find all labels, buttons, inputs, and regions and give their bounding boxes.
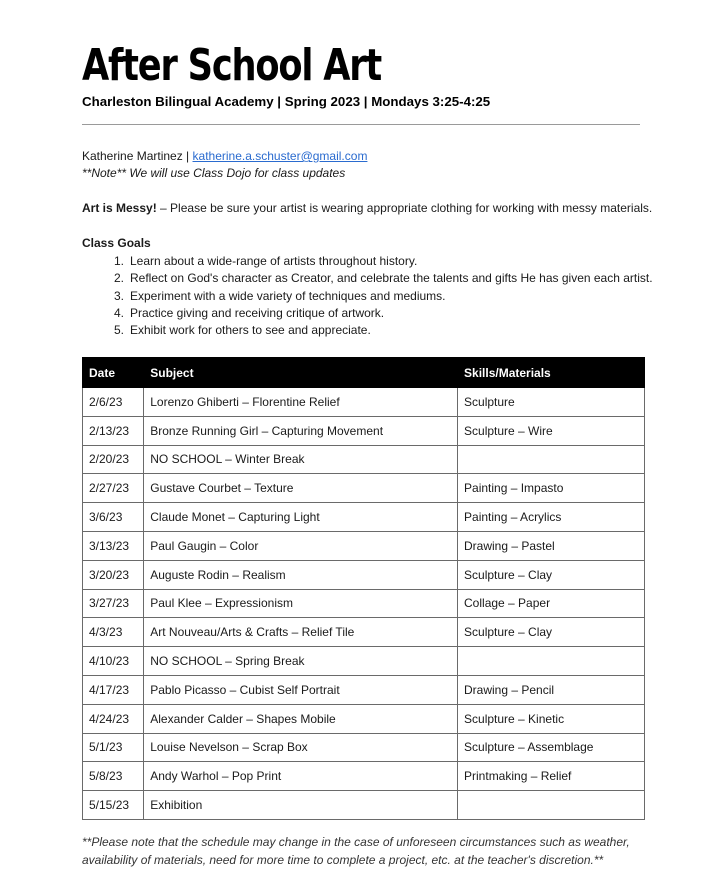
email-link[interactable]: katherine.a.schuster@gmail.com (192, 149, 368, 163)
goal-number: 2. (113, 271, 124, 286)
table-row (83, 733, 645, 762)
subject-cell: Alexander Calder – Shapes Mobile (144, 704, 458, 733)
date-cell: 5/8/23 (83, 762, 144, 791)
goal-text: Experiment with a wide variety of techniques and mediums. (130, 288, 446, 303)
subject-cell: Claude Monet – Capturing Light (144, 503, 458, 532)
goals-heading: Class Goals (82, 236, 151, 250)
date-cell: 2/6/23 (83, 388, 144, 417)
goal-text: Practice giving and receiving critique of artwork. (130, 305, 385, 320)
date-cell: 2/13/23 (83, 416, 144, 445)
subject-cell: Bronze Running Girl – Capturing Movement (144, 416, 458, 445)
subject-cell: Andy Warhol – Pop Print (144, 762, 458, 791)
skills-cell: Drawing – Pastel (458, 531, 645, 560)
goal-item (100, 305, 653, 322)
schedule-table (82, 357, 645, 820)
column-header-skills: Skills/Materials (458, 358, 645, 388)
date-cell: 2/20/23 (83, 445, 144, 474)
date-cell: 3/27/23 (83, 589, 144, 618)
table-row (83, 589, 645, 618)
date-cell: 4/17/23 (83, 675, 144, 704)
subtitle: Charleston Bilingual Academy | Spring 2023 | Mondays 3:25-4:25 (82, 94, 491, 109)
table-row (83, 416, 645, 445)
date-cell: 4/10/23 (83, 647, 144, 676)
goal-text: Reflect on God's character as Creator, and celebrate the talents and gifts He has given each artist. (130, 271, 653, 286)
skills-cell (458, 445, 645, 474)
messy-text: – Please be sure your artist is wearing appropriate clothing for working with messy materials. (156, 201, 653, 215)
table-row (83, 474, 645, 503)
goal-item (100, 322, 653, 339)
goal-number: 3. (113, 288, 124, 303)
skills-cell: Collage – Paper (458, 589, 645, 618)
skills-cell: Printmaking – Relief (458, 762, 645, 791)
date-cell: 2/27/23 (83, 474, 144, 503)
subject-cell: Gustave Courbet – Texture (144, 474, 458, 503)
skills-cell: Sculpture – Clay (458, 618, 645, 647)
table-row (83, 445, 645, 474)
skills-cell (458, 791, 645, 820)
table-row (83, 675, 645, 704)
goal-item (100, 270, 653, 287)
subject-cell: Art Nouveau/Arts & Crafts – Relief Tile (144, 618, 458, 647)
goal-number: 5. (113, 323, 124, 338)
table-row (83, 503, 645, 532)
subject-cell: NO SCHOOL – Winter Break (144, 445, 458, 474)
contact-line (82, 149, 367, 163)
subject-cell: Paul Gaugin – Color (144, 531, 458, 560)
goal-item (100, 253, 653, 270)
subject-cell: Paul Klee – Expressionism (144, 589, 458, 618)
date-cell: 4/3/23 (83, 618, 144, 647)
table-row (83, 704, 645, 733)
subject-cell: Auguste Rodin – Realism (144, 560, 458, 589)
goal-text: Learn about a wide-range of artists throughout history. (130, 254, 418, 268)
date-cell: 3/6/23 (83, 503, 144, 532)
goal-item (100, 288, 653, 305)
table-row (83, 762, 645, 791)
table-row (83, 388, 645, 417)
table-row (83, 647, 645, 676)
messy-notice (82, 201, 652, 215)
teacher-name: Katherine Martinez | (82, 149, 190, 163)
date-cell: 4/24/23 (83, 704, 144, 733)
table-row (83, 618, 645, 647)
date-cell: 3/20/23 (83, 560, 144, 589)
subject-cell: Lorenzo Ghiberti – Florentine Relief (144, 388, 458, 417)
date-cell: 5/15/23 (83, 791, 144, 820)
table-row (83, 531, 645, 560)
skills-cell: Sculpture – Wire (458, 416, 645, 445)
goal-text: Exhibit work for others to see and appreciate. (130, 323, 371, 338)
skills-cell: Sculpture – Clay (458, 560, 645, 589)
subject-cell: NO SCHOOL – Spring Break (144, 647, 458, 676)
subject-cell: Exhibition (144, 791, 458, 820)
subject-cell: Louise Nevelson – Scrap Box (144, 733, 458, 762)
skills-cell: Sculpture (458, 388, 645, 417)
column-header-subject: Subject (144, 358, 458, 388)
table-header-row (83, 358, 645, 388)
subject-cell: Pablo Picasso – Cubist Self Portrait (144, 675, 458, 704)
skills-cell: Sculpture – Assemblage (458, 733, 645, 762)
date-cell: 3/13/23 (83, 531, 144, 560)
messy-heading: Art is Messy! (82, 201, 157, 215)
goal-number: 1. (113, 254, 124, 268)
skills-cell: Painting – Acrylics (458, 503, 645, 532)
dojo-note: **Note** We will use Class Dojo for class updates (82, 166, 346, 180)
skills-cell: Drawing – Pencil (458, 675, 645, 704)
table-row (83, 791, 645, 820)
goals-list (100, 253, 653, 339)
column-header-date: Date (83, 358, 144, 388)
page-title: After School Art (82, 40, 382, 91)
schedule-disclaimer: **Please note that the schedule may change in the case of unforeseen circumstances such as weather, availability of materials, need for more time to complete a project, etc. at the teacher's discretion.** (82, 835, 630, 867)
skills-cell: Sculpture – Kinetic (458, 704, 645, 733)
goal-number: 4. (113, 305, 124, 320)
table-row (83, 560, 645, 589)
date-cell: 5/1/23 (83, 733, 144, 762)
skills-cell: Painting – Impasto (458, 474, 645, 503)
skills-cell (458, 647, 645, 676)
horizontal-divider (82, 124, 640, 125)
